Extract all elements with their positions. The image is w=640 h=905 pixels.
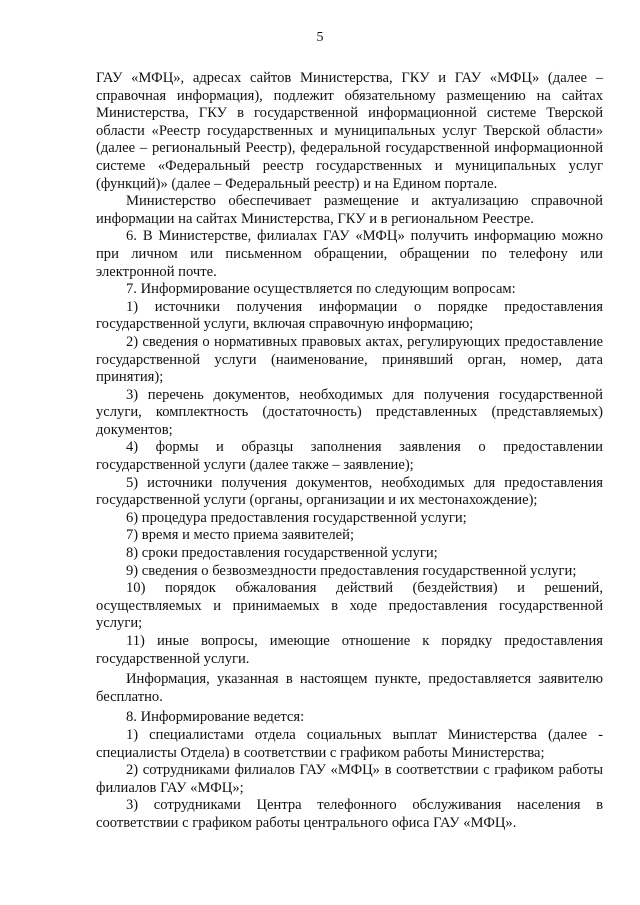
list-item-8-3: 3) сотрудниками Центра телефонного обслуживания населения в соответствии с графиком работы центрального офиса ГАУ «МФЦ». [96,797,603,831]
list-item-7-6: 6) процедура предоставления государственной услуги; [126,509,467,526]
list-item-7-4: 4) формы и образцы заполнения заявления о предоставлении государственной услуги (далее также – заявление); [96,439,603,474]
list-item-7-10: 10) порядок обжалования действий (бездействия) и решений, осуществляемых и принимаемых в ходе предоставления государственной услуги; [96,580,603,632]
list-item-7-11: 11) иные вопросы, имеющие отношение к порядку предоставления государственной услуги. [96,633,603,667]
paragraph-item-6: 6. В Министерстве, филиалах ГАУ «МФЦ» получить информацию можно при личном или письменном обращении, обращении по телефону или электронной почте. [96,228,603,280]
document-body [96,70,603,833]
list-item-8-2: 2) сотрудниками филиалов ГАУ «МФЦ» в соответствии с графиком работы филиалов ГАУ «МФЦ»; [96,762,603,796]
list-item-7-5: 5) источники получения документов, необходимых для предоставления государственной услуги (органы, организации и их местонахождение); [96,474,603,509]
list-item-8-1: 1) специалистами отдела социальных выплат Министерства (далее - специалисты Отдела) в соответствии с графиком работы Министерства; [96,726,603,761]
list-item-7-1: 1) источники получения информации о порядке предоставления государственной услуги, включая справочную информацию; [96,298,603,333]
paragraph-free-of-charge: Информация, указанная в настоящем пункте, предоставляется заявителю бесплатно. [96,671,603,705]
paragraph-ministry-updates: Министерство обеспечивает размещение и актуализацию справочной информации на сайтах Министерства, ГКУ и в региональном Реестре. [96,193,603,227]
paragraph-reference-info-placement: ГАУ «МФЦ», адресах сайтов Министерства, ГКУ и ГАУ «МФЦ» (далее – справочная информация), подлежит обязательному размещению на сайтах Министерства, ГКУ в государственной информационной системе Тверской области «Реестр государственных и муниципальных услуг Тверской области» (далее – региональный Реестр), федеральной государственной информационной системе «Федеральный реестр государственных и муниципальных услуг (функций)» (далее – Федеральный реестр) и на Едином портале. [96,70,603,192]
paragraph-item-8-heading: 8. Информирование ведется: [126,709,305,726]
list-item-7-9: 9) сведения о безвозмездности предоставления государственной услуги; [126,562,577,579]
list-item-7-8: 8) сроки предоставления государственной услуги; [126,545,438,562]
page-number: 5 [316,30,324,45]
list-item-7-2: 2) сведения о нормативных правовых актах, регулирующих предоставление государственной услуги (наименование, принявший орган, номер, дата принятия); [96,333,603,386]
paragraph-item-7-heading: 7. Информирование осуществляется по следующим вопросам: [126,281,516,298]
list-item-7-7: 7) время и место приема заявителей; [126,527,354,544]
list-item-7-3: 3) перечень документов, необходимых для получения государственной услуги, комплектность (достаточность) представленных (представляемых) документов; [96,386,603,438]
